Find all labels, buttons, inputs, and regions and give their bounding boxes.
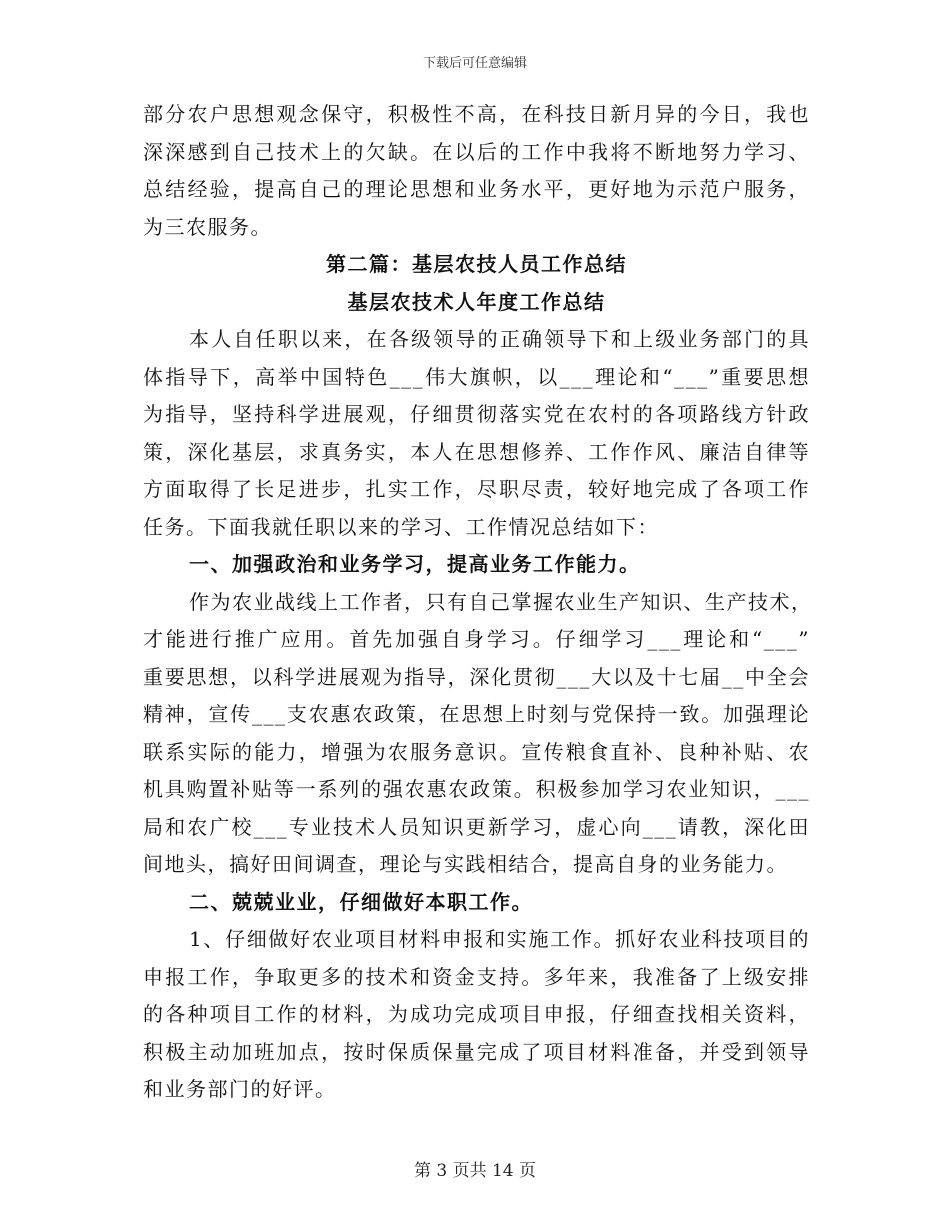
- body-line: 部分农户思想观念保守，积极性不高，在科技日新月异的今日，我也: [143, 102, 810, 126]
- paragraph-start-line: 本人自任职以来，在各级领导的正确领导下和上级业务部门的具: [189, 327, 810, 351]
- body-line: 精神，宣传___支农惠农政策，在思想上时刻与党保持一致。加强理论: [143, 702, 810, 726]
- paragraph-start-line: 作为农业战线上工作者，只有自己掌握农业生产知识、生产技术，: [189, 589, 813, 614]
- body-line: 机具购置补贴等一系列的强农惠农政策。积极参加学习农业知识，___: [143, 777, 810, 801]
- body-line: 为三农服务。: [143, 214, 272, 239]
- body-line: 申报工作，争取更多的技术和资金支持。多年来，我准备了上级安排: [143, 964, 810, 989]
- body-line: 策，深化基层，求真务实，本人在思想修养、工作作风、廉洁自律等: [143, 439, 810, 464]
- document-title: 基层农技术人年度工作总结: [347, 289, 606, 314]
- body-line: 才能进行推广应用。首先加强自身学习。仔细学习___理论和“___”: [143, 627, 810, 651]
- body-line: 为指导，坚持科学进展观，仔细贯彻落实党在农村的各项路线方针政: [143, 402, 810, 426]
- body-line: 方面取得了长足进步，扎实工作，尽职尽责，较好地完成了各项工作: [143, 477, 810, 501]
- body-line: 局和农广校___专业技术人员知识更新学习，虚心向___请教，深化田: [143, 814, 810, 839]
- page-number-footer: 第 3 页共 14 页: [413, 1161, 537, 1181]
- body-line: 重要思想，以科学进展观为指导，深化贯彻___大以及十七届__中全会: [143, 664, 810, 689]
- body-line: 体指导下，高举中国特色___伟大旗帜，以___理论和“___”重要思想: [143, 364, 810, 389]
- body-line: 总结经验，提高自己的理论思想和业务水平，更好地为示范户服务，: [143, 177, 810, 201]
- heading-one: 一、加强政治和业务学习，提高业务工作能力。: [189, 552, 641, 576]
- body-line: 间地头，搞好田间调查，理论与实践相结合，提高自身的业务能力。: [143, 852, 788, 876]
- document-body: [143, 96, 813, 1109]
- body-line: 的各种项目工作的材料，为成功完成项目申报，仔细查找相关资料，: [143, 1002, 810, 1026]
- page-header-note: 下载后可任意编辑: [422, 56, 527, 71]
- body-line: 联系实际的能力，增强为农服务意识。宣传粮食直补、良种补贴、农: [143, 739, 810, 764]
- body-line: 和业务部门的好评。: [143, 1077, 337, 1101]
- body-line: 深深感到自己技术上的欠缺。在以后的工作中我将不断地努力学习、: [143, 139, 810, 164]
- heading-two: 二、兢兢业业，仔细做好本职工作。: [189, 889, 533, 914]
- section-title: 第二篇：基层农技人员工作总结: [326, 252, 627, 276]
- body-line: 任务。下面我就任职以来的学习、工作情况总结如下：: [143, 514, 659, 539]
- body-line: 积极主动加班加点，按时保质保量完成了项目材料准备，并受到领导: [143, 1039, 810, 1064]
- paragraph-start-line: 1、仔细做好农业项目材料申报和实施工作。抓好农业科技项目的: [189, 927, 810, 951]
